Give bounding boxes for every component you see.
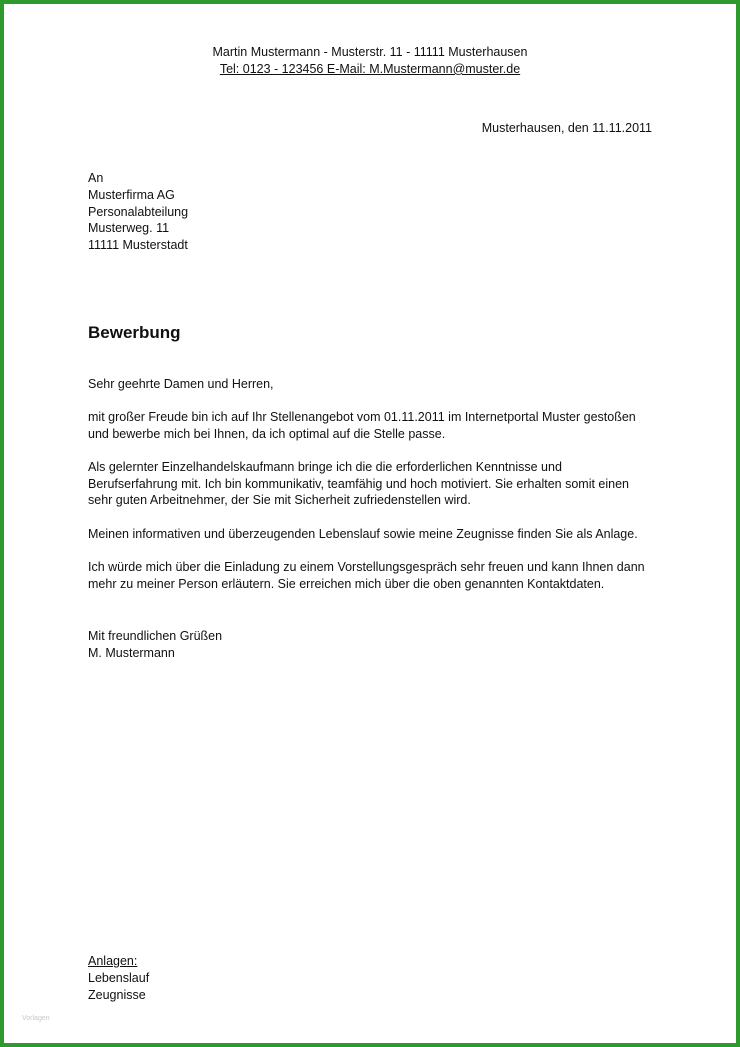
- attachment-item: Lebenslauf: [88, 970, 150, 985]
- attachments-list: [88, 953, 149, 1003]
- paragraph-2: [88, 459, 658, 509]
- watermark: Vorlagen: [22, 1015, 50, 1022]
- sender-header: [0, 44, 740, 78]
- paragraph-line: Meinen informativen und überzeugenden Lebenslauf sowie meine Zeugnisse finden Sie als Anlage.: [88, 526, 638, 541]
- attachments-title: Anlagen:: [88, 954, 138, 968]
- paragraph-line: mit großer Freude bin ich auf Ihr Stellenangebot vom 01.11.2011 im Internetportal Muster gestoßen: [88, 409, 636, 424]
- recipient-department: Personalabteilung: [88, 204, 189, 219]
- paragraph-line: Berufserfahrung mit. Ich bin kommunikativ, teamfähig und hoch motiviert. Sie erhalten somit einen: [88, 476, 630, 491]
- recipient-address: [88, 170, 188, 254]
- sender-address: Martin Mustermann - Musterstr. 11 - 11111 Musterhausen: [212, 45, 528, 59]
- letter-closing: [88, 628, 222, 662]
- sender-contact: Tel: 0123 - 123456 E-Mail: M.Mustermann@muster.de: [219, 61, 521, 76]
- recipient-city: 11111 Musterstadt: [88, 238, 188, 253]
- paragraph-line: sehr guten Arbeitnehmer, der Sie mit Sicherheit zufriedenstellen wird.: [88, 493, 471, 508]
- attachment-item: Zeugnisse: [88, 987, 146, 1002]
- letter-body: [88, 376, 658, 609]
- recipient-company: Musterfirma AG: [88, 187, 175, 202]
- paragraph-line: und bewerbe mich bei Ihnen, da ich optimal auf die Stelle passe.: [88, 426, 446, 441]
- paragraph-3: [88, 526, 658, 543]
- letter-subject: Bewerbung: [88, 323, 181, 342]
- paragraph-line: mehr zu meiner Person erläutern. Sie erreichen mich über die oben genannten Kontaktdaten.: [88, 576, 605, 591]
- paragraph-4: [88, 559, 658, 593]
- recipient-street: Musterweg. 11: [88, 221, 170, 236]
- paragraph-line: Ich würde mich über die Einladung zu einem Vorstellungsgespräch sehr freuen und kann Ihnen dann: [88, 559, 645, 574]
- closing-greeting: Mit freundlichen Grüßen: [88, 629, 223, 643]
- letter-date: Musterhausen, den 11.11.2011: [481, 121, 652, 135]
- paragraph-line: Als gelernter Einzelhandelskaufmann bringe ich die die erforderlichen Kenntnisse und: [88, 459, 562, 474]
- signature-name: M. Mustermann: [88, 645, 175, 660]
- recipient-prefix: An: [88, 171, 104, 185]
- paragraph-1: [88, 409, 658, 443]
- salutation: Sehr geehrte Damen und Herren,: [88, 377, 274, 391]
